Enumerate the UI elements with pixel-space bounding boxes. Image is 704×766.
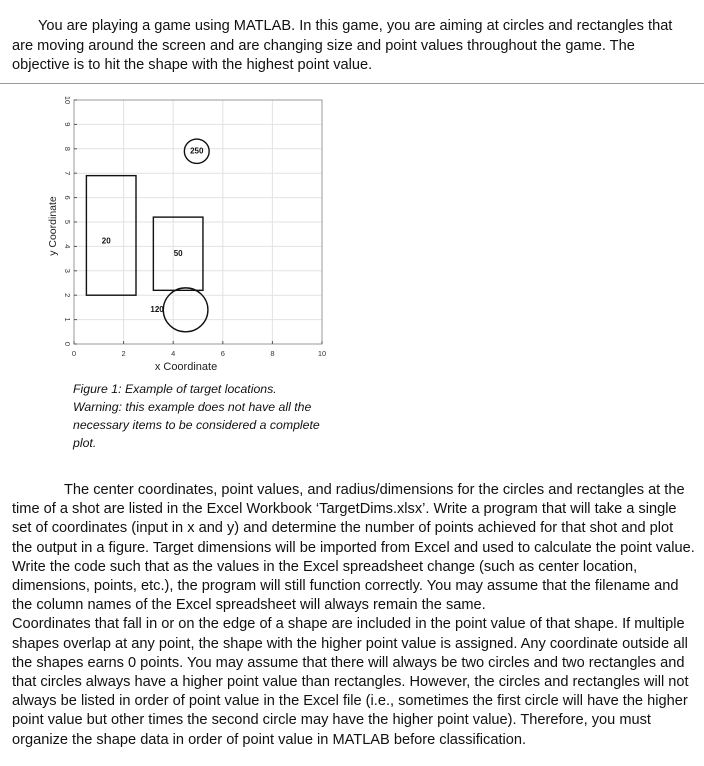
point-value-label: 120 bbox=[150, 304, 164, 314]
point-value-label: 50 bbox=[173, 248, 183, 258]
y-tick-label: 4 bbox=[63, 244, 73, 249]
body-paragraph-2: Coordinates that fall in or on the edge of a shape are included in the point value of that shape. If multiple shapes overlap at any point, the shape with the higher point value is assigned. Any coordinate outside all the shapes earns 0 points. You may assume that there will always be two circles and two rectangles and that circles always have a higher point value than rectangles. However, the circles and rectangles will not always be listed in order of point value in the Excel file (i.e., sometimes the first circle will have the higher point value but other times the second circle may have the higher point value). Therefore, you must organize the shape data in order of point value in MATLAB before classification. bbox=[12, 616, 689, 748]
y-tick-label: 7 bbox=[63, 171, 73, 176]
x-tick-label: 6 bbox=[220, 349, 225, 358]
x-tick-label: 2 bbox=[121, 349, 126, 358]
y-tick-label: 2 bbox=[63, 293, 73, 298]
target-circle bbox=[163, 288, 208, 332]
y-tick-label: 0 bbox=[63, 341, 73, 347]
intro-text: You are playing a game using MATLAB. In this game, you are aiming at circles and rectangles that are moving around the screen and are changing size and point values throughout the game. The objective is to hit the shape with the highest point value. bbox=[12, 18, 673, 73]
y-tick-label: 3 bbox=[63, 268, 73, 273]
problem-description bbox=[12, 481, 696, 750]
x-tick-label: 4 bbox=[171, 349, 176, 358]
target-rectangle bbox=[86, 176, 136, 296]
x-tick-label: 8 bbox=[270, 349, 275, 358]
point-value-label: 250 bbox=[190, 146, 204, 156]
y-tick-label: 1 bbox=[63, 317, 73, 322]
y-tick-label: 9 bbox=[63, 122, 73, 127]
figure-caption bbox=[73, 380, 343, 452]
target-locations-plot bbox=[0, 88, 704, 378]
axes bbox=[63, 96, 326, 358]
point-value-label: 20 bbox=[101, 236, 111, 246]
caption-line: Warning: this example does not have all the bbox=[73, 400, 312, 414]
body-paragraph-1 bbox=[12, 481, 696, 615]
section-divider bbox=[0, 83, 704, 84]
body-paragraph-1-text: The center coordinates, point values, and radius/dimensions for the circles and rectangles at the time of a shot are listed in the Excel Workbook ‘TargetDims.xlsx’. Write a program that will take a single set of coordinates (input in x and y) and determine the number of points achieved for that shot and plot the output in a figure. Target dimensions will be imported from Excel and used to calculate the point value. Write the code such that as the values in the Excel spreadsheet change (such as center location, dimensions, points, etc.), the program will still function correctly. You may assume that the filename and the column names of the Excel spreadsheet will always remain the same. bbox=[12, 482, 695, 614]
y-tick-label: 6 bbox=[63, 195, 73, 200]
y-axis-label: y Coordinate bbox=[47, 196, 59, 256]
caption-line: plot. bbox=[73, 436, 97, 450]
target-shapes bbox=[86, 139, 209, 332]
grid bbox=[74, 100, 322, 344]
caption-line: Figure 1: Example of target locations. bbox=[73, 382, 277, 396]
x-tick-label: 0 bbox=[71, 349, 77, 358]
y-tick-label: 10 bbox=[63, 95, 73, 105]
y-tick-label: 5 bbox=[63, 219, 73, 225]
y-tick-label: 8 bbox=[63, 146, 73, 151]
x-axis-label: x Coordinate bbox=[154, 361, 218, 373]
x-tick-label: 10 bbox=[317, 349, 327, 358]
caption-line: necessary items to be considered a complete bbox=[73, 418, 320, 432]
intro-paragraph bbox=[12, 17, 694, 76]
